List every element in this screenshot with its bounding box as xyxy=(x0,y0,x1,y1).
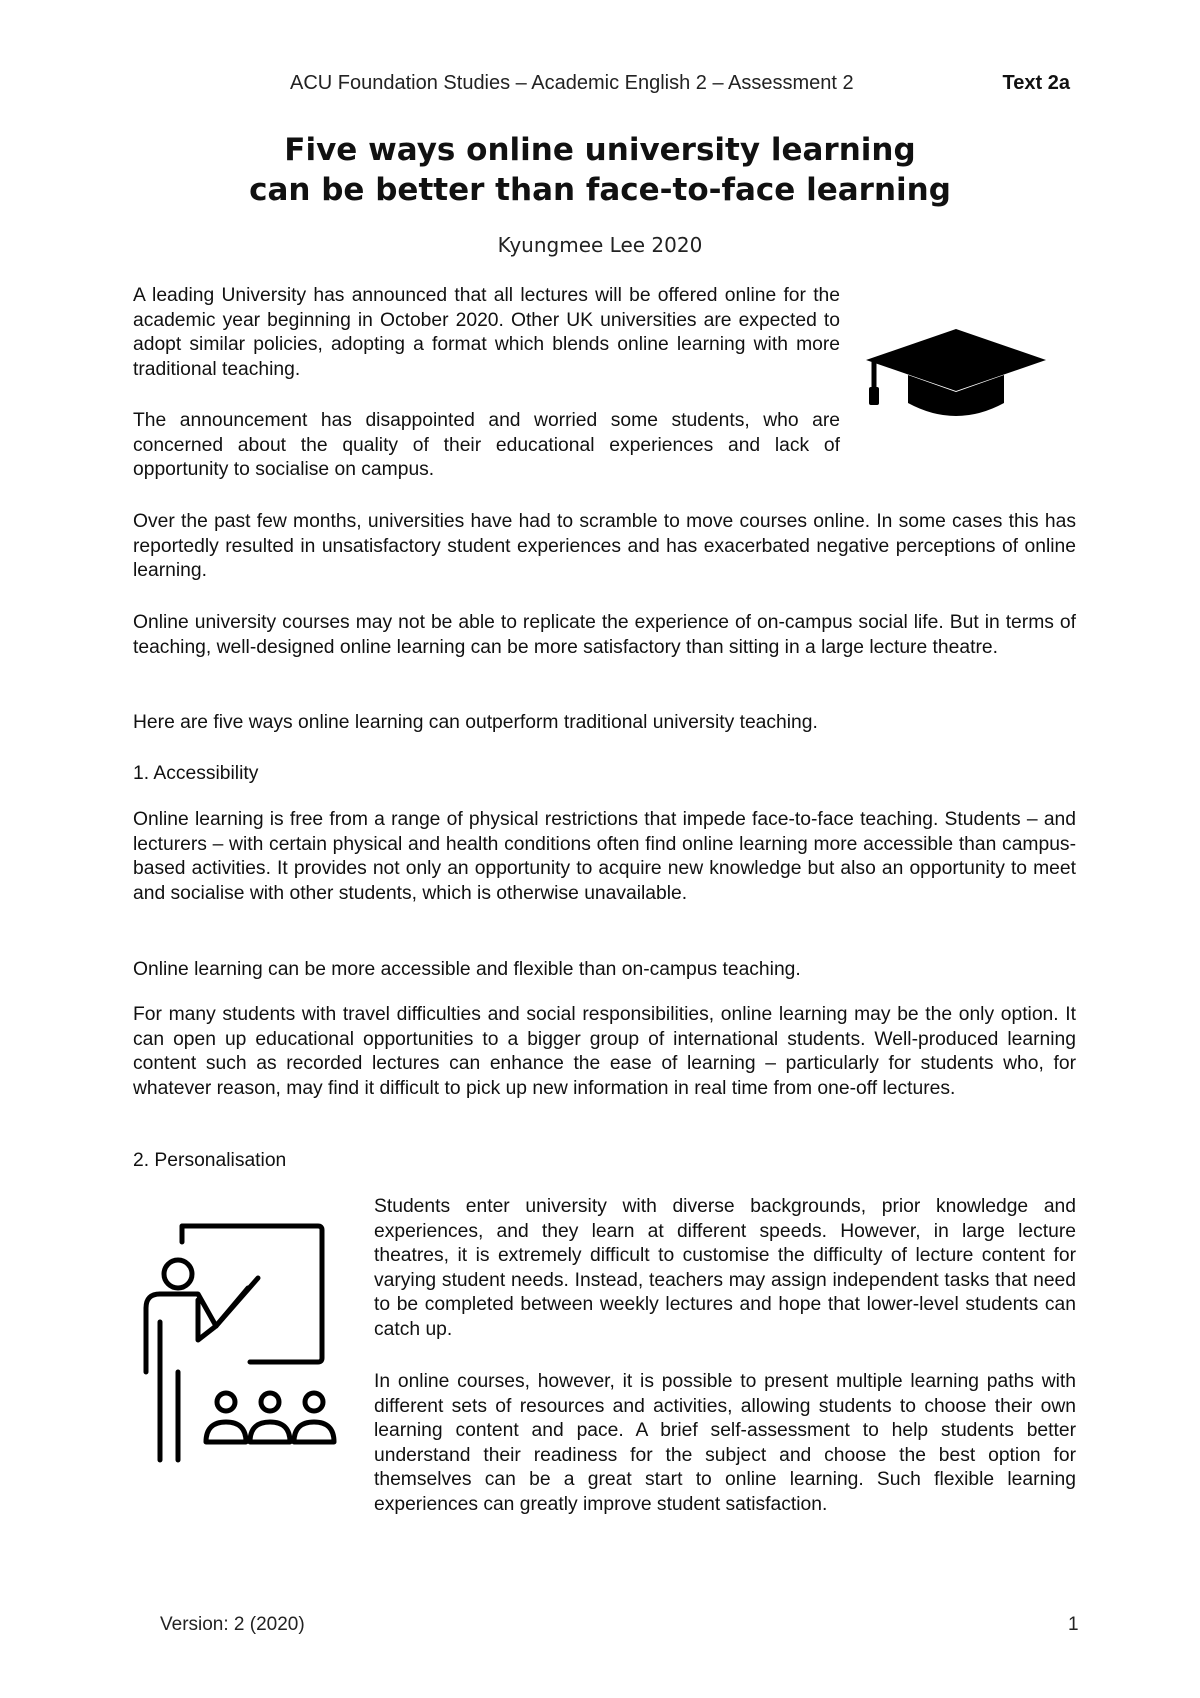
personalisation-paragraph-1: Students enter university with diverse backgrounds, prior knowledge and experiences, and they learn at different speeds. However, in large lecture theatres, it is extremely difficult to customise the difficulty of lecture content for varying student needs. Instead, teachers may assign independent tasks that need to be completed between weekly lectures and hope that lower-level students can catch up. xyxy=(374,1196,1076,1340)
page-number: 1 xyxy=(1068,1614,1079,1635)
accessibility-paragraph-3: For many students with travel difficulties and social responsibilities, online learning may be the only option. It can open up educational opportunities to a bigger group of international students. Well-produced learning content such as recorded lectures can enhance the ease of learning – particularly for students who, for whatever reason, may find it difficult to pick up new information in real time from one-off lectures. xyxy=(133,1004,1076,1099)
teacher-classroom-icon xyxy=(142,1222,346,1468)
section-heading-personalisation: 2. Personalisation xyxy=(133,1150,287,1171)
personalisation-paragraph-2: In online courses, however, it is possible to present multiple learning paths with different sets of resources and activities, allowing students to choose their own learning content and pace. A brief self-assessment to help students better understand their readiness for the subject and choose the best option for themselves can be a great start to online learning. Such flexible learning experiences can greatly improve student satisfaction. xyxy=(374,1371,1076,1515)
section-heading-accessibility: 1. Accessibility xyxy=(133,763,259,784)
author-line: Kyungmee Lee 2020 xyxy=(497,233,703,257)
intro-paragraph-4: Online university courses may not be able to replicate the experience of on-campus social life. But in terms of teaching, well-designed online learning can be more satisfactory than sitting in a large lecture theatre. xyxy=(133,612,1076,658)
course-header: ACU Foundation Studies – Academic English 2 – Assessment 2 xyxy=(290,72,854,94)
title-line-1: Five ways online university learning xyxy=(284,132,916,168)
title-line-2: can be better than face-to-face learning xyxy=(249,172,951,208)
footer-version: Version: 2 (2020) xyxy=(160,1614,305,1635)
intro-paragraph-1: A leading University has announced that all lectures will be offered online for the academic year beginning in October 2020. Other UK universities are expected to adopt similar policies, adopting a format which blends online learning with more traditional teaching. xyxy=(133,285,840,380)
intro-paragraph-5: Here are five ways online learning can outperform traditional university teaching. xyxy=(133,712,818,733)
page-title xyxy=(120,130,1080,210)
intro-paragraph-2: The announcement has disappointed and worried some students, who are concerned about the quality of their educational experiences and lack of opportunity to socialise on campus. xyxy=(133,410,840,481)
text-label: Text 2a xyxy=(1002,72,1070,94)
graduation-cap-icon xyxy=(862,325,1050,425)
accessibility-paragraph-1: Online learning is free from a range of physical restrictions that impede face-to-face teaching. Students – and lecturers – with certain physical and health conditions often find online learning more accessible than campus-based activities. It provides not only an opportunity to acquire new knowledge but also an opportunity to meet and socialise with other students, which is otherwise unavailable. xyxy=(133,809,1076,904)
accessibility-paragraph-2: Online learning can be more accessible and flexible than on-campus teaching. xyxy=(133,959,801,980)
page-header xyxy=(290,72,1070,100)
intro-paragraph-3: Over the past few months, universities have had to scramble to move courses online. In some cases this has reportedly resulted in unsatisfactory student experiences and has exacerbated negative perceptions of online learning. xyxy=(133,511,1076,582)
